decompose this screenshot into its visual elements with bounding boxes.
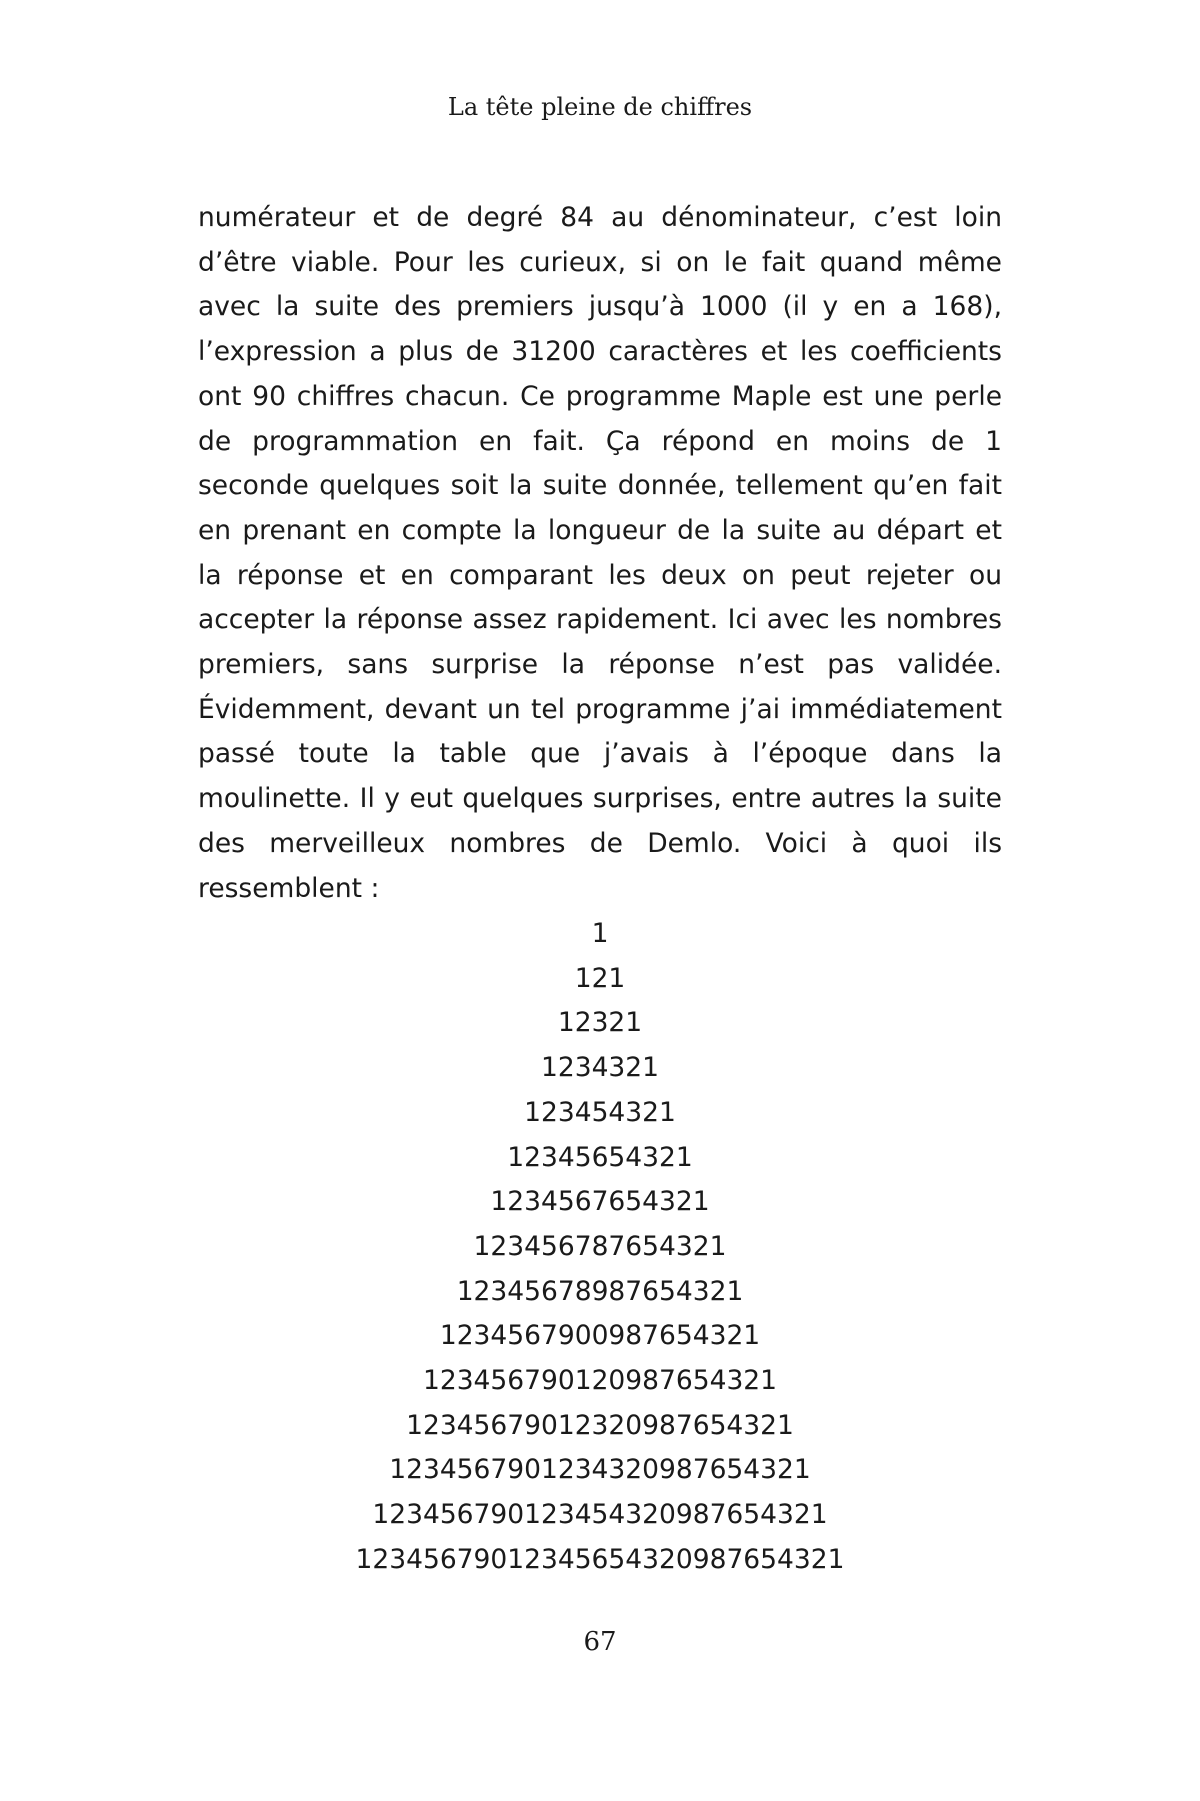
demlo-number: 1 (591, 918, 609, 949)
demlo-number: 1234567654321 (490, 1186, 710, 1218)
page-number: 67 (583, 1627, 617, 1657)
demlo-number: 123456787654321 (473, 1230, 727, 1262)
running-header: La tête pleine de chiffres (447, 93, 753, 121)
demlo-number: 123456790120987654321 (422, 1365, 778, 1397)
demlo-number-list (0, 912, 1200, 1583)
demlo-number: 123456790123454320987654321 (372, 1499, 828, 1531)
demlo-number: 12345678987654321 (456, 1275, 744, 1307)
demlo-number: 1234567901234320987654321 (389, 1454, 811, 1486)
demlo-number: 1234321 (540, 1052, 660, 1084)
demlo-number: 12321 (557, 1007, 643, 1039)
demlo-number: 12345654321 (507, 1141, 693, 1173)
demlo-number: 12345679012320987654321 (406, 1409, 794, 1441)
body-paragraph: numérateur et de degré 84 au dénominateur, c’est loin d’être viable. Pour les curieux, si on le fait quand même avec la suite des premiers jusqu’à 1000 (il y en a 168), l’expression a plus de 31200 caractères et les coefficients ont 90 chiffres chacun. Ce programme Maple est une perle de programmation en fait. Ça répond en moins de 1 seconde quelques soit la suite donnée, tellement qu’en fait en prenant en compte la longueur de la suite au départ et la réponse et en comparant les deux on peut rejeter ou accepter la réponse assez rapidement. Ici avec les nombres premiers, sans surprise la réponse n’est pas validée. Évidemment, devant un tel programme j’ai immédiatement passé toute la table que j’avais à l’époque dans la moulinette. Il y eut quelques surprises, entre autres la suite des merveilleux nombres de Demlo. Voici à quoi ils ressemblent : (198, 202, 1002, 904)
demlo-number: 123454321 (524, 1096, 676, 1128)
demlo-number: 121 (574, 962, 626, 994)
demlo-number: 1234567900987654321 (439, 1320, 761, 1352)
demlo-number: 12345679012345654320987654321 (355, 1543, 845, 1575)
